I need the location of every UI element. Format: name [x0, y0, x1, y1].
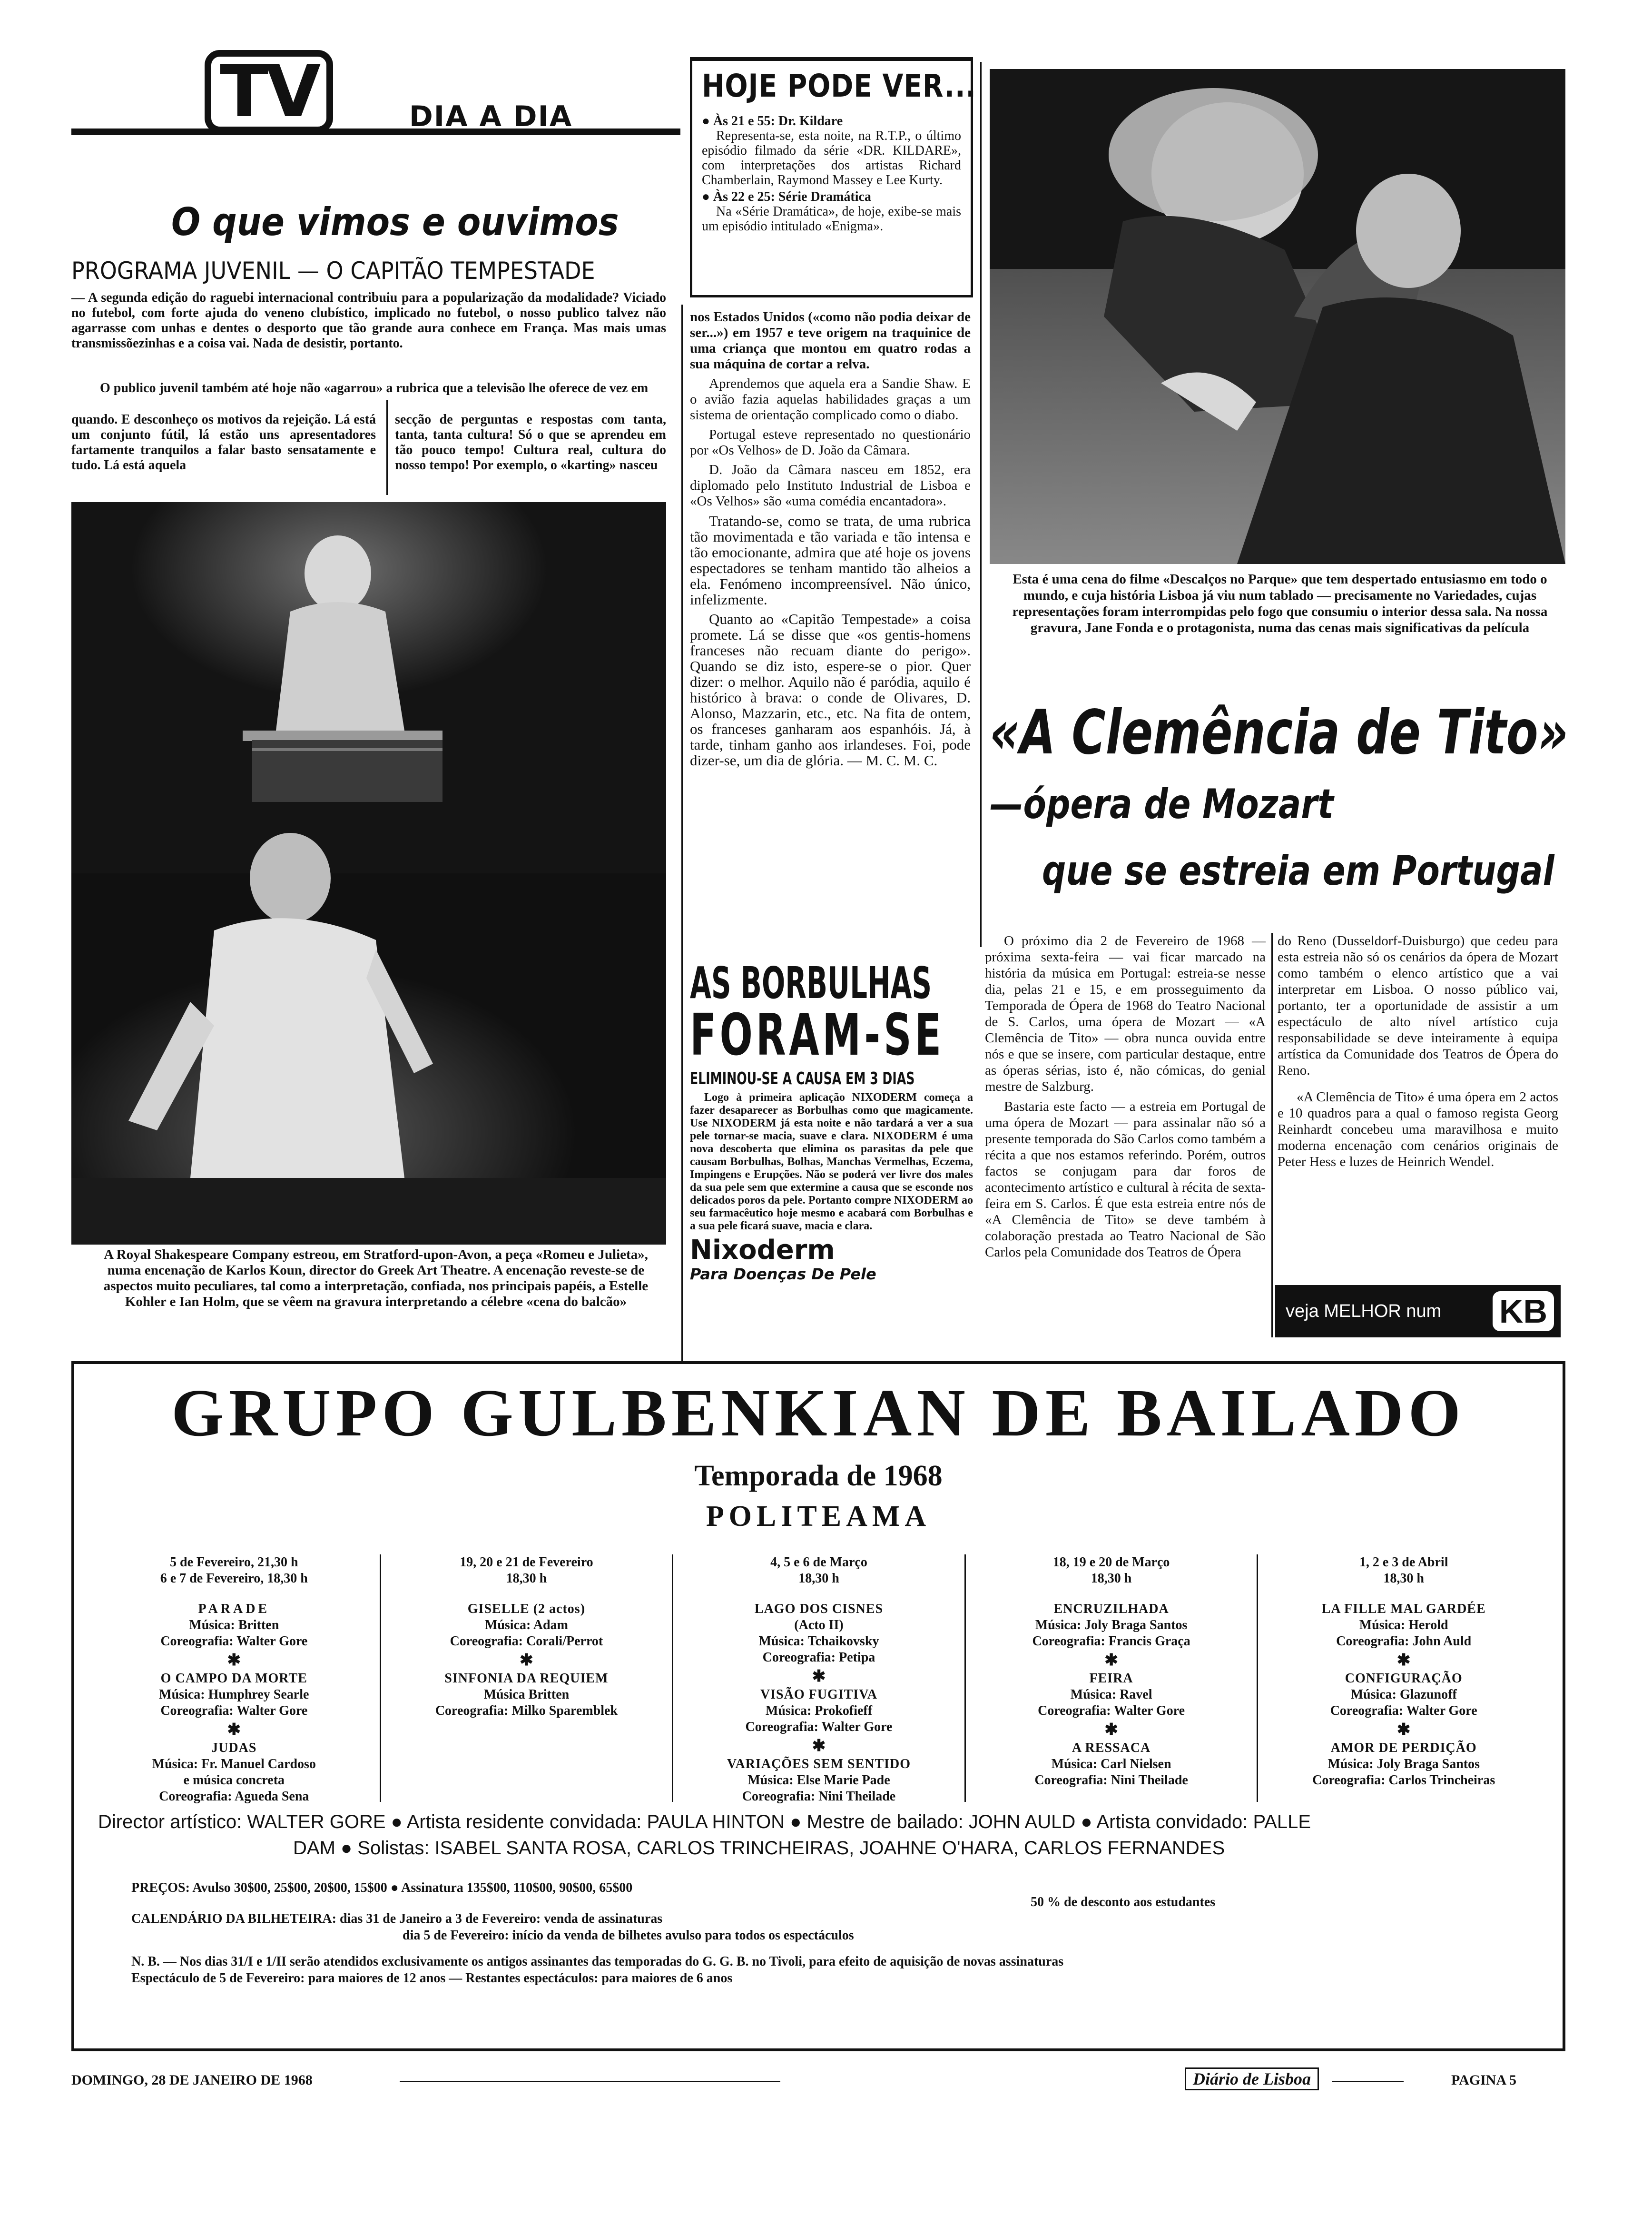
- clemencia-col2-p1: do Reno (Dusseldorf-Duisburgo) que cedeu para esta estreia não só os cenários da ópera de Mozart como também o elenco artístico que a vai interpretar em Lisboa. O nosso público vai, portanto, ter a oportunidade de assistir a um espectáculo de alto nível artístico cuja responsabilidade se deve inteiramente à equipa artística da Comunidade dos Teatros de Ópera do Reno.: [1278, 933, 1558, 1078]
- work-credit: Coreografia: Nini Theilade: [1034, 1773, 1188, 1788]
- asterisk-icon: ✱: [520, 1652, 533, 1669]
- romeo-juliet-photo: [71, 502, 666, 1245]
- work-title: LAGO DOS CISNES: [754, 1602, 884, 1616]
- borbulhas-subhead: ELIMINOU-SE A CAUSA EM 3 DIAS: [690, 1069, 915, 1088]
- asterisk-icon: ✱: [227, 1652, 241, 1669]
- footer-rule: [400, 2081, 780, 2082]
- gulbenkian-season: Temporada de 1968: [694, 1460, 943, 1492]
- programme-column: [672, 1554, 964, 1802]
- work-credit: Música: Else Marie Pade: [747, 1773, 890, 1788]
- nb-line-1: N. B. — Nos dias 31/I e 1/II serão atendidos exclusivamente os antigos assinantes das temporadas do G. G. B. no Tivoli, para efeito de aquisição de novas assinaturas: [131, 1954, 1064, 1969]
- asterisk-icon: ✱: [1396, 1721, 1411, 1739]
- gulbenkian-ad: [71, 1361, 1565, 2051]
- programme-date: 6 e 7 de Fevereiro, 18,30 h: [160, 1571, 308, 1586]
- work-credit: Música: Tchaikovsky: [758, 1634, 879, 1649]
- bullet-icon: ●: [702, 114, 713, 129]
- work-credit: Música: Joly Braga Santos: [1035, 1618, 1188, 1632]
- clemencia-title: «A Clemência de Tito»: [990, 697, 1568, 768]
- work-title: FEIRA: [1089, 1671, 1133, 1686]
- clemencia-col2-p2: «A Clemência de Tito» é uma ópera em 2 actos e 10 quadros para a qual o famoso regista Georg Reinhardt concebeu uma maravilhosa e muito moderna encenação com cenários originais de Peter Hess e luzes de Heinrich Wendel.: [1278, 1089, 1558, 1169]
- tv-logo: [205, 50, 333, 133]
- student-discount: 50 % de desconto aos estudantes: [1031, 1895, 1216, 1909]
- programme-date: 18,30 h: [506, 1571, 547, 1586]
- work-credit: Música: Glazunoff: [1350, 1687, 1457, 1702]
- work-title: O CAMPO DA MORTE: [160, 1671, 307, 1686]
- programme-date: 18,30 h: [1091, 1571, 1132, 1586]
- clemencia-col1-p2: Bastaria este facto — a estreia em Portugal de uma ópera de Mozart — para assinalar não só a presente temporada do São Carlos como também a récita a que nos estamos referindo. Porém, outros factos se conjugam para dar foros de acontecimento artístico e cultural à récita de sexta-feira em S. Carlos. É que esta estreia entre nós de «A Clemência de Tito» se deve também à colaboração prestada ao Teatro Nacional de São Carlos pela Comunidade dos Teatros de Ópera: [985, 1099, 1266, 1260]
- gulbenkian-title: GRUPO GULBENKIAN DE BAILADO: [171, 1375, 1465, 1450]
- work-credit: Música: Britten: [189, 1618, 279, 1632]
- programme-date: 19, 20 e 21 de Fevereiro: [460, 1555, 593, 1570]
- work-credit: Coreografia: Agueda Sena: [159, 1789, 309, 1804]
- main-headline: O que vimos e ouvimos: [171, 200, 619, 244]
- borbulhas-line2: FORAM-SE: [690, 1002, 945, 1068]
- work-credit: Música: Carl Nielsen: [1051, 1757, 1171, 1771]
- continuation-p6: Quanto ao «Capitão Tempestade» a coisa promete. Lá se disse que «os gentis-homens franceses não recuam diante do perigo». Quando se diz isto, espere-se o pior. Quer dizer: o melhor. Aquilo não é paródia, aquilo é histórico à brava: o conde de Olivares, D. Alonso, Mazzarin, etc., etc. Na fita de ontem, os franceses ganharam aos espanhóis. Já, à tarde, tinham ganho aos irlandeses. Foi, pode dizer-se, um dia de glória. — M. C. M. C.: [690, 611, 971, 769]
- asterisk-icon: ✱: [1104, 1721, 1118, 1739]
- programme-column: [88, 1554, 380, 1802]
- gulbenkian-venue: POLITEAMA: [706, 1500, 931, 1533]
- programme-column: [964, 1554, 1257, 1802]
- borbulhas-ad: [690, 958, 973, 1342]
- continuation-column: [690, 309, 971, 772]
- continuation-p5: Tratando-se, como se trata, de uma rubrica tão movimentada e tão variada e tão intensa e tão emocionante, admira que até hoje os jovens espectadores se tenham mantido tão alheios a ela. Fenómeno incompreensível. Não único, infelizmente.: [690, 513, 971, 608]
- column-divider: [386, 400, 388, 495]
- page-footer: [71, 2066, 1565, 2099]
- main-article-para2-right: secção de perguntas e respostas com tanta, tanta, tanta cultura! Só o que se aprendeu em tão pouco tempo! Cultura real, cultura do nosso tempo! Por exemplo, o «karting» nasceu: [395, 412, 666, 473]
- programme-date: 4, 5 e 6 de Março: [770, 1555, 867, 1570]
- work-credit: Coreografia: John Auld: [1336, 1634, 1472, 1649]
- work-credit: Música: Prokofieff: [765, 1703, 873, 1718]
- column-divider: [1271, 933, 1273, 1337]
- programme-date: 18, 19 e 20 de Março: [1052, 1555, 1170, 1570]
- tv-header: [71, 50, 666, 145]
- programme-date: 18,30 h: [798, 1571, 839, 1586]
- credits-line-1: Director artístico: WALTER GORE ● Artista residente convidada: PAULA HINTON ● Mestre de bailado: JOHN AULD ● Artista convidado: PALLE: [98, 1811, 1311, 1832]
- prices: PREÇOS: Avulso 30$00, 25$00, 20$00, 15$00 ● Assinatura 135$00, 110$00, 90$00, 65$00: [131, 1880, 633, 1895]
- continuation-p3: Portugal esteve representado no questionário por «Os Velhos» de D. João da Câmara.: [690, 427, 971, 458]
- barefoot-park-photo: [990, 69, 1565, 564]
- clemencia-subtitle-1: —ópera de Mozart: [990, 781, 1334, 828]
- work-credit: Música: Ravel: [1070, 1687, 1152, 1702]
- work-credit: (Acto II): [794, 1618, 844, 1632]
- film-scene-illustration: [990, 69, 1565, 564]
- work-credit: Música: Fr. Manuel Cardoso: [152, 1757, 316, 1771]
- work-credit: Música: Herold: [1359, 1618, 1448, 1632]
- main-article-para1: — A segunda edição do raguebi internacional contribuiu para a popularização da modalidade? Viciado no futebol, com forte ajuda do veneno clubístico, implicado no futebol, o nosso publico talvez não agarrasse com unhas e dentes o desporto que tão grande aura conhece em França. Mas mais umas transmissõezinhas e a coisa vai. Nada de desistir, portanto.: [71, 290, 666, 351]
- calendar-line-2: dia 5 de Fevereiro: início da venda de bilhetes avulso para todos os espectáculos: [403, 1928, 854, 1943]
- hoje-item1-text: Representa-se, esta noite, na R.T.P., o último episódio filmado da série «DR. KILDARE», com interpretações dos artistas Richard Chamberlain, Raymond Massey e Lee Kurty.: [702, 129, 961, 188]
- clemencia-col1-p1: O próximo dia 2 de Fevereiro de 1968 — próxima sexta-feira — vai ficar marcado na história da música em Portugal: estreia-se nesse dia, pelas 21 e 15, e em prosseguimento da Temporada de Ópera de 1968 do Teatro Nacional de S. Carlos, uma ópera de Mozart — «A Clemência de Tito» — obra nunca ouvida entre nós e que se insere, com particular destaque, entre as óperas sérias, isto é, não cómicas, do genial mestre de Salzburg.: [985, 933, 1266, 1094]
- hoje-pode-ver-box: [690, 57, 976, 297]
- work-title: A RESSACA: [1072, 1741, 1151, 1755]
- clemencia-subtitle-2: que se estreia em Portugal: [1042, 847, 1554, 895]
- work-credit: Coreografia: Francis Graça: [1032, 1634, 1190, 1649]
- work-title: LA FILLE MAL GARDÉE: [1321, 1602, 1486, 1616]
- work-credit: e música concreta: [183, 1773, 285, 1788]
- asterisk-icon: ✱: [1396, 1652, 1411, 1669]
- continuation-p4: D. João da Câmara nasceu em 1852, era diplomado pelo Instituto Industrial de Lisboa e «Os Velhos» são «uma comédia encantadora».: [690, 462, 971, 509]
- work-title: AMOR DE PERDIÇÃO: [1330, 1741, 1477, 1755]
- work-title: VARIAÇÕES SEM SENTIDO: [727, 1757, 911, 1771]
- work-title: JUDAS: [211, 1741, 257, 1755]
- calendar-line-1: CALENDÁRIO DA BILHETEIRA: dias 31 de Janeiro a 3 de Fevereiro: venda de assinaturas: [131, 1911, 663, 1926]
- main-article-para2: O publico juvenil também até hoje não «agarrou» a rubrica que a televisão lhe oferece de vez em: [100, 381, 649, 396]
- footer-rule: [1332, 2081, 1404, 2082]
- programme-column: [380, 1554, 672, 1802]
- column-divider: [980, 62, 982, 947]
- work-credit: Coreografia: Walter Gore: [160, 1703, 308, 1718]
- clemencia-column-1: [985, 933, 1266, 1264]
- tv-logo-text: TV: [219, 50, 318, 133]
- continuation-p2: Aprendemos que aquela era a Sandie Shaw. E o avião fazia aquelas habilidades graças a um sistema de orientação complicado como o diabo.: [690, 376, 971, 423]
- kb-ad: [1275, 1285, 1561, 1337]
- work-title: GISELLE (2 actos): [467, 1602, 586, 1616]
- work-title: VISÃO FUGITIVA: [760, 1687, 878, 1702]
- column-divider: [681, 305, 683, 1371]
- work-credit: Coreografia: Nini Theilade: [742, 1789, 896, 1804]
- hoje-item1-time: Às 21 e 55: Dr. Kildare: [713, 114, 843, 129]
- work-credit: Música Britten: [483, 1687, 570, 1702]
- clemencia-column-2: [1278, 933, 1558, 1174]
- stage-scene-illustration: [71, 502, 666, 1245]
- header-rule: [71, 129, 680, 135]
- programme-date: 18,30 h: [1383, 1571, 1424, 1586]
- footer-masthead: Diário de Lisboa: [1185, 2067, 1319, 2090]
- borbulhas-body: Logo à primeira aplicação NIXODERM começa a fazer desaparecer as Borbulhas como que magicamente. Use NIXODERM já esta noite e não tardará a ver a sua pele tornar-se macia, suave e clara. NIXODERM é uma nova descoberta que elimina os parasitas da pele que causam Borbulhas, Bolhas, Manchas Vermelhas, Eczema, Impingens e Erupções. Não se poderá ver livre dos males da sua pele sem que extermine a causa que se esconde nos delicados poros da pele. Portanto compre NIXODERM ao seu farmacêutico hoje mesmo e acabará com Borbulhas e a sua pele ficará suave, macia e clara.: [690, 1091, 973, 1232]
- hoje-item2-time: Às 22 e 25: Série Dramática: [713, 189, 871, 204]
- section-title: DIA A DIA: [409, 100, 573, 133]
- programme-date: 5 de Fevereiro, 21,30 h: [170, 1555, 298, 1570]
- main-subhead: PROGRAMA JUVENIL — O CAPITÃO TEMPESTADE: [71, 257, 595, 285]
- work-title: ENCRUZILHADA: [1053, 1602, 1169, 1616]
- work-credit: Coreografia: Petipa: [762, 1650, 875, 1665]
- hoje-item2-text: Na «Série Dramática», de hoje, exibe-se mais um episódio intitulado «Enigma».: [702, 204, 961, 234]
- work-credit: Coreografia: Walter Gore: [1038, 1703, 1185, 1718]
- right-photo-caption: Esta é uma cena do filme «Descalços no Parque» que tem despertado entusiasmo em todo o mundo, e cuja história Lisboa já viu num tablado — precisamente no Variedades, cujas representações foram interrompidas pelo fogo que consumiu o interior dessa sala. Na nossa gravura, Jane Fonda e o protagonista, numa das cenas mais significativas da película: [1012, 572, 1548, 635]
- asterisk-icon: ✱: [1104, 1652, 1118, 1669]
- borbulhas-line1: AS BORBULHAS: [690, 958, 932, 1009]
- work-title: SINFONIA DA REQUIEM: [444, 1671, 609, 1686]
- continuation-p1: nos Estados Unidos («como não podia deixar de ser...») em 1957 e teve origem na traquinice de uma criança que montou em quatro rodas a sua máquina de cortar a relva.: [690, 309, 971, 372]
- bullet-icon: ●: [702, 189, 713, 204]
- kb-logo: KB: [1493, 1291, 1554, 1331]
- main-article-para2-left: quando. E desconheço os motivos da rejeição. Lá está um conjunto fútil, lá estão uns apresentadores fartamente tranquilos a falar basto sensatamente e tudo. Lá está aquela: [71, 412, 376, 473]
- programme-column: [1257, 1554, 1549, 1802]
- work-credit: Coreografia: Walter Gore: [745, 1720, 893, 1734]
- nixoderm-brand: Nixoderm: [690, 1235, 835, 1266]
- work-title: CONFIGURAÇÃO: [1345, 1671, 1463, 1686]
- left-photo-caption: A Royal Shakespeare Company estreou, em Stratford-upon-Avon, a peça «Romeu e Julieta», numa encenação de Karlos Koun, director do Greek Art Theatre. A encenação reveste-se de aspectos muito peculiares, tal como a interpretação, confiada, nos principais papéis, a Estelle Kohler e Ian Holm, que se vêem na gravura interpretando a célebre «cena do balcão»: [103, 1247, 649, 1309]
- nb-line-2: Espectáculo de 5 de Fevereiro: para maiores de 12 anos — Restantes espectáculos: para maiores de 6 anos: [131, 1971, 733, 1986]
- asterisk-icon: ✱: [227, 1721, 241, 1739]
- work-credit: Música: Joly Braga Santos: [1328, 1757, 1480, 1771]
- footer-date: DOMINGO, 28 DE JANEIRO DE 1968: [71, 2072, 313, 2088]
- footer-page-number: PAGINA 5: [1451, 2072, 1516, 2088]
- kb-ad-text: veja MELHOR num: [1286, 1301, 1442, 1321]
- work-credit: Música: Humphrey Searle: [159, 1687, 309, 1702]
- work-credit: Coreografia: Carlos Trincheiras: [1312, 1773, 1495, 1788]
- credits-line-2: DAM ● Solistas: ISABEL SANTA ROSA, CARLOS TRINCHEIRAS, JOAHNE O'HARA, CARLOS FERNANDES: [293, 1838, 1225, 1859]
- asterisk-icon: ✱: [812, 1737, 826, 1755]
- work-credit: Coreografia: Milko Sparemblek: [435, 1703, 618, 1718]
- work-credit: Coreografia: Corali/Perrot: [450, 1634, 603, 1649]
- hoje-pode-ver-title: HOJE PODE VER...: [702, 68, 976, 104]
- programme-date: 1, 2 e 3 de Abril: [1359, 1555, 1448, 1570]
- work-credit: Coreografia: Walter Gore: [1330, 1703, 1477, 1718]
- work-title: PARADE: [198, 1602, 270, 1616]
- work-credit: Coreografia: Walter Gore: [160, 1634, 308, 1649]
- work-credit: Música: Adam: [484, 1618, 568, 1632]
- asterisk-icon: ✱: [812, 1668, 826, 1685]
- programme-columns: [88, 1554, 1549, 1802]
- nixoderm-tagline: Para Doenças De Pele: [690, 1265, 876, 1283]
